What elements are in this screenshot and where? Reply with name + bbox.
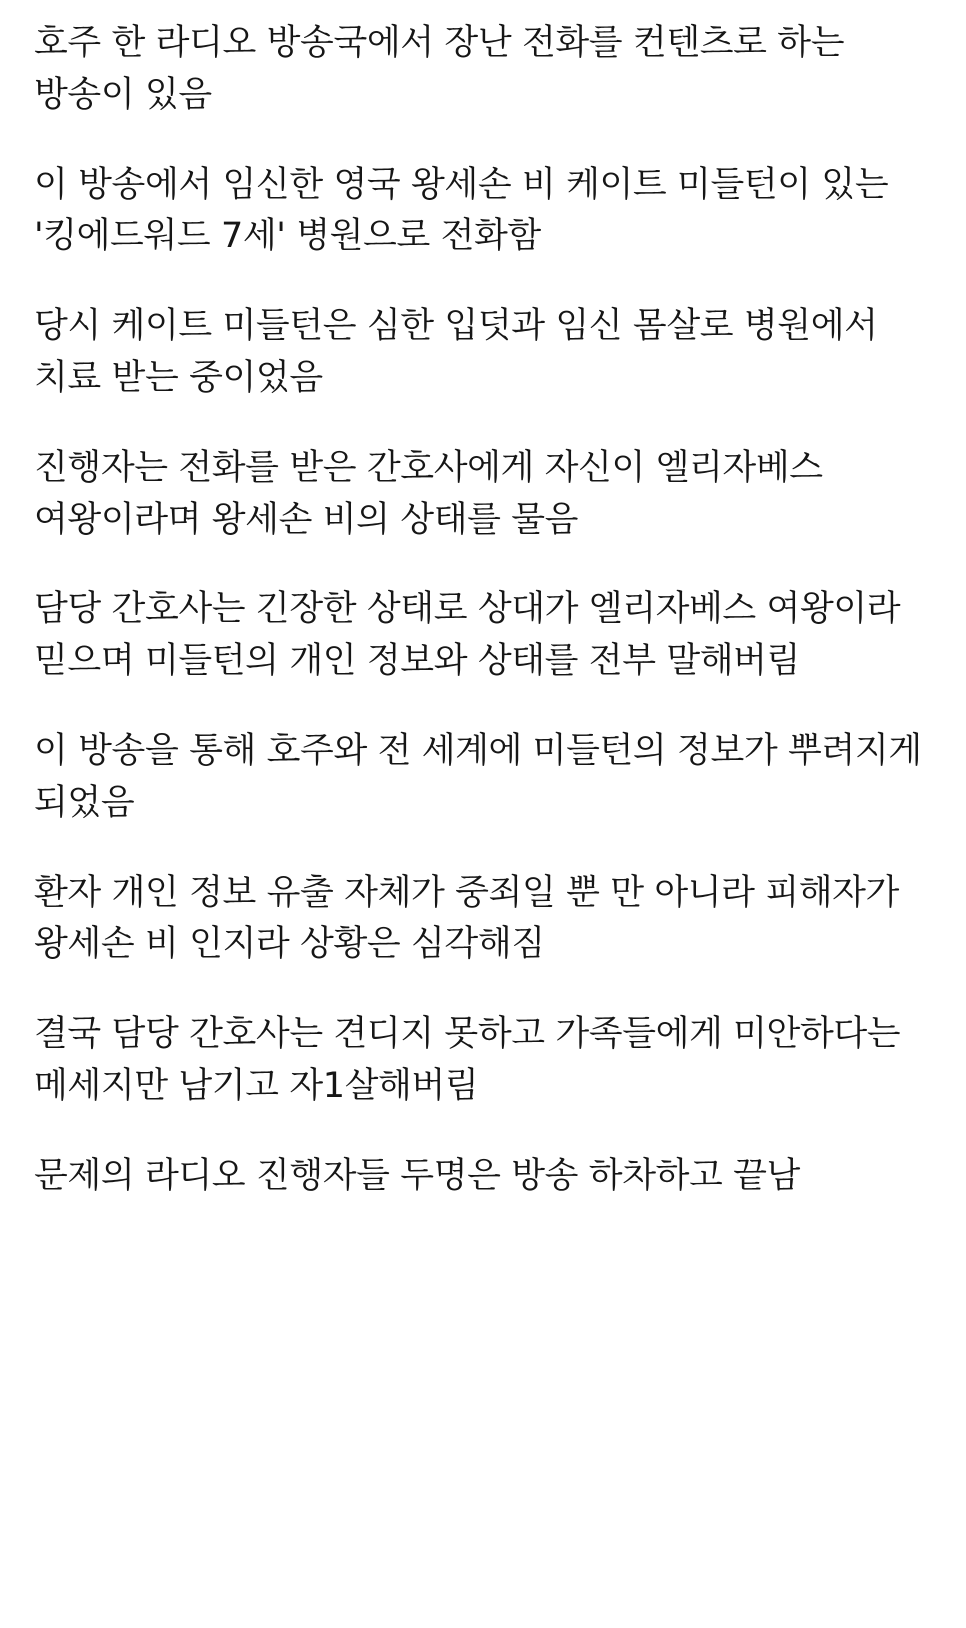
paragraph-6: 이 방송을 통해 호주와 전 세계에 미들턴의 정보가 뿌려지게 되었음: [34, 730, 933, 823]
paragraph-3: 당시 케이트 미들턴은 심한 입덧과 임신 몸살로 병원에서 치료 받는 중이었음: [34, 306, 889, 398]
paragraph-7: 환자 개인 정보 유출 자체가 중죄일 뿐 만 아니라 피해자가 왕세손 비 인지라 상황은 심각해짐: [34, 872, 910, 965]
paragraph-2: 이 방송에서 임신한 영국 왕세손 비 케이트 미들턴이 있는 '킹에드워드 7세' 병원으로 전화함: [34, 164, 899, 257]
paragraph-1: 호주 한 라디오 방송국에서 장난 전화를 컨텐츠로 하는 방송이 있음: [34, 23, 855, 115]
paragraph-4: 진행자는 전화를 받은 간호사에게 자신이 엘리자베스 여왕이라며 왕세손 비의 상태를 물음: [34, 447, 834, 540]
paragraph-9: 문제의 라디오 진행자들 두명은 방송 하차하고 끝남: [34, 1155, 800, 1196]
paragraph-5: 담당 간호사는 긴장한 상태로 상대가 엘리자베스 여왕이라 믿으며 미들턴의 개인 정보와 상태를 전부 말해버림: [34, 589, 911, 682]
paragraph-8: 결국 담당 간호사는 견디지 못하고 가족들에게 미안하다는 메세지만 남기고 자1살해버림: [34, 1014, 911, 1106]
